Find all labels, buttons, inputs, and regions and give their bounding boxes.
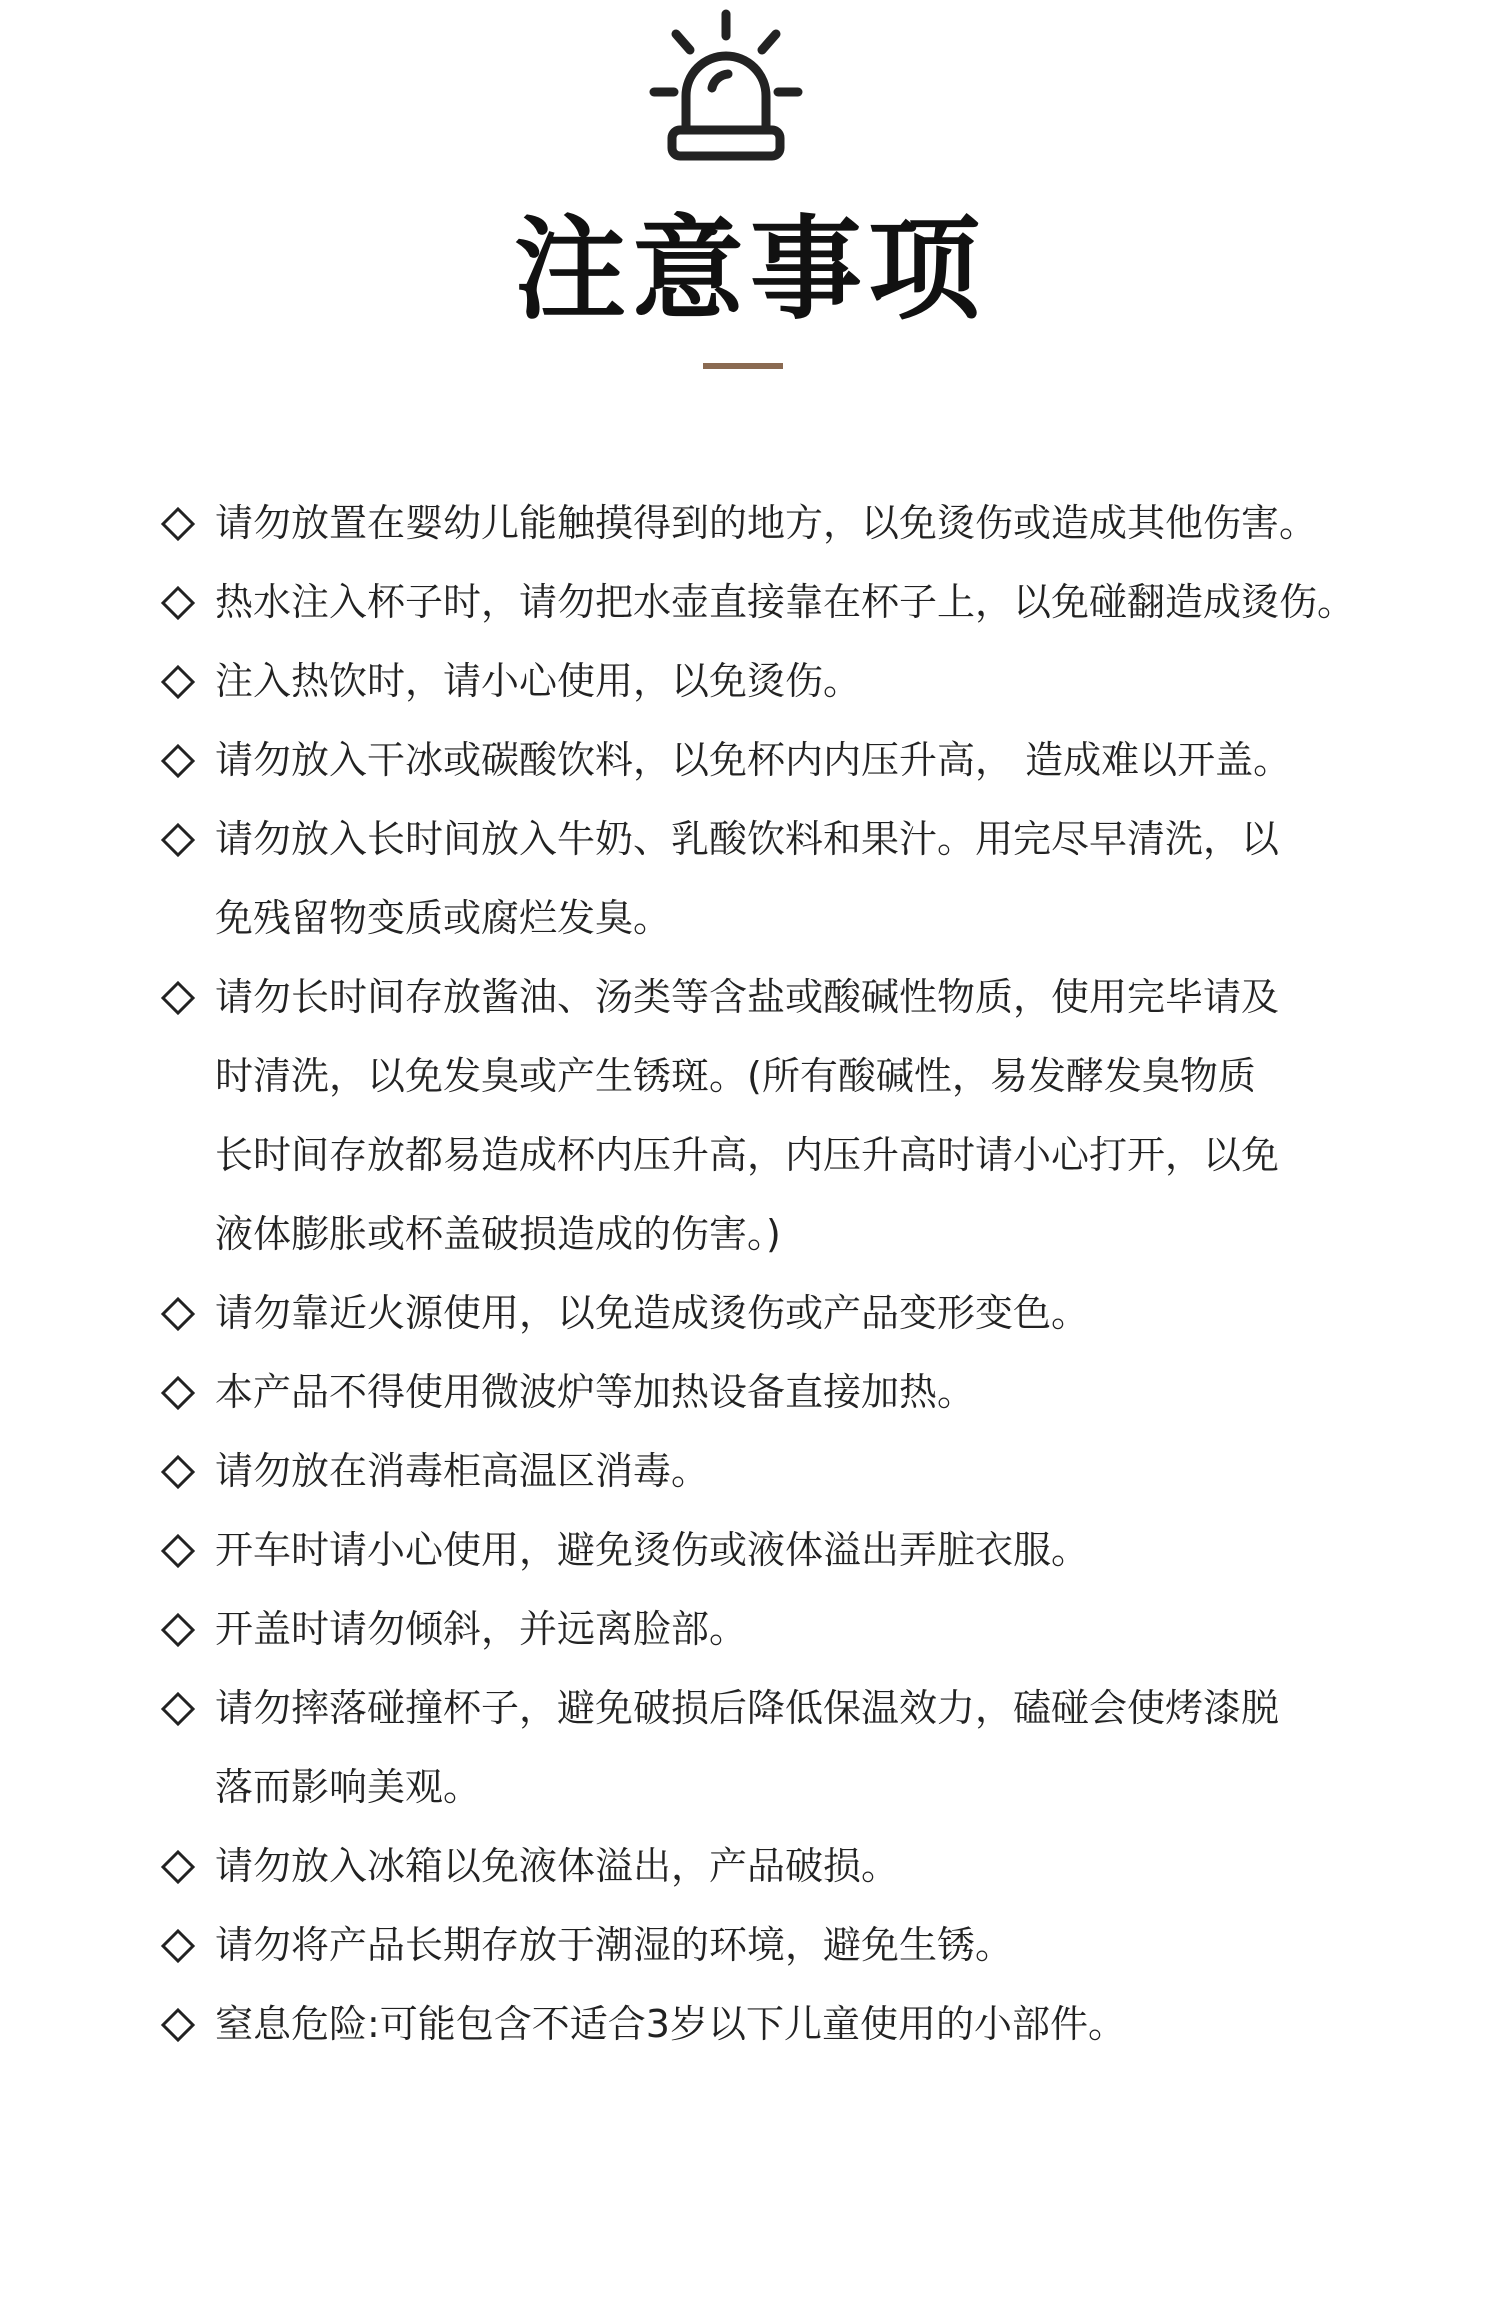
notice-text: 开车时请小心使用，避免烫伤或液体溢出弄脏衣服。 [215,1528,1090,1572]
notice-text: 注入热饮时，请小心使用，以免烫伤。 [215,659,862,703]
notice-item [160,800,1460,958]
diamond-bullet-icon [160,642,200,721]
diamond-bullet-icon [160,1353,200,1432]
notice-text: 免残留物变质或腐烂发臭。 [215,896,672,940]
notice-item [160,1669,1460,1827]
diamond-bullet-icon [160,1669,200,1748]
notice-item [160,642,1460,721]
diamond-bullet-icon [160,1590,200,1669]
notice-text: 请勿摔落碰撞杯子，避免破损后降低保温效力，磕碰会使烤漆脱 [215,1686,1280,1730]
notice-text: 请勿长时间存放酱油、汤类等含盐或酸碱性物质，使用完毕请及 [215,975,1280,1019]
notice-list [160,484,1460,2064]
notice-text: 本产品不得使用微波炉等加热设备直接加热。 [215,1370,976,1414]
notice-item [160,1353,1460,1432]
diamond-bullet-icon [160,1827,200,1906]
diamond-bullet-icon [160,484,200,563]
alarm-light-icon [646,6,806,164]
notice-text: 窒息危险:可能包含不适合3岁以下儿童使用的小部件。 [215,2002,1126,2046]
notice-text: 热水注入杯子时，请勿把水壶直接靠在杯子上，以免碰翻造成烫伤。 [215,580,1356,624]
notice-item [160,484,1460,563]
diamond-bullet-icon [160,1274,200,1353]
notice-text: 落而影响美观。 [215,1765,482,1809]
diamond-bullet-icon [160,1906,200,1985]
diamond-bullet-icon [160,563,200,642]
diamond-bullet-icon [160,721,200,800]
notice-text: 请勿放入冰箱以免液体溢出，产品破损。 [215,1844,900,1888]
notice-text: 液体膨胀或杯盖破损造成的伤害。) [215,1212,781,1256]
notice-text: 时清洗，以免发臭或产生锈斑。(所有酸碱性，易发酵发臭物质 [215,1054,1256,1098]
notice-item [160,1274,1460,1353]
title-underline [703,363,783,369]
notice-text: 请勿将产品长期存放于潮湿的环境，避免生锈。 [215,1923,1014,1967]
notice-item [160,1511,1460,1590]
notice-text: 长时间存放都易造成杯内压升高，内压升高时请小心打开，以免 [215,1133,1280,1177]
notice-item [160,1827,1460,1906]
diamond-bullet-icon [160,1511,200,1590]
page-title: 注意事项 [514,205,986,335]
notice-text: 请勿放在消毒柜高温区消毒。 [215,1449,710,1493]
notice-item [160,1590,1460,1669]
notice-item [160,1906,1460,1985]
diamond-bullet-icon [160,1432,200,1511]
diamond-bullet-icon [160,958,200,1037]
notice-item [160,563,1460,642]
notice-text: 请勿放入干冰或碳酸饮料，以免杯内内压升高， 造成难以开盖。 [215,738,1292,782]
diamond-bullet-icon [160,1985,200,2064]
notice-text: 请勿放入长时间放入牛奶、乳酸饮料和果汁。用完尽早清洗，以 [215,817,1280,861]
notice-item [160,1432,1460,1511]
diamond-bullet-icon [160,800,200,879]
notice-text: 请勿放置在婴幼儿能触摸得到的地方，以免烫伤或造成其他伤害。 [215,501,1318,545]
notice-text: 请勿靠近火源使用，以免造成烫伤或产品变形变色。 [215,1291,1090,1335]
notice-item [160,1985,1460,2064]
notice-item [160,721,1460,800]
notice-text: 开盖时请勿倾斜，并远离脸部。 [215,1607,748,1651]
notice-item [160,958,1460,1274]
